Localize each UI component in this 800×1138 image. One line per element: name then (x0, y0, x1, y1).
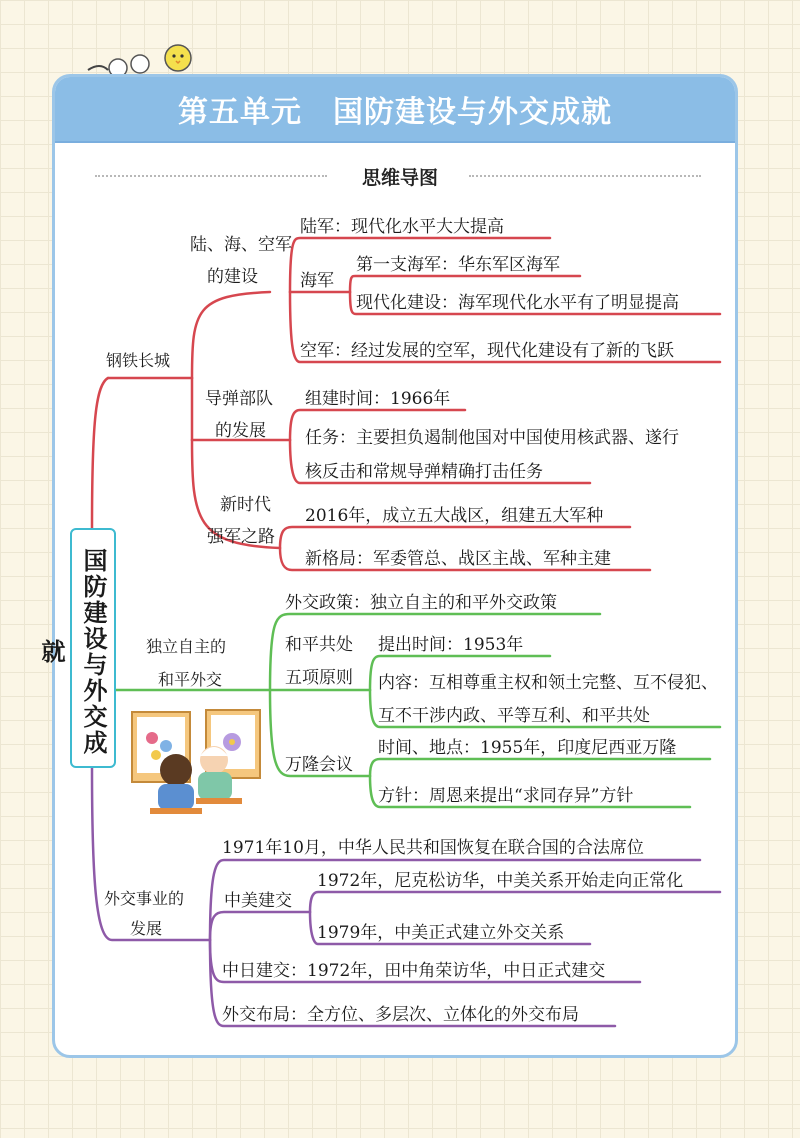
branch3-label-2: 发展 (130, 919, 163, 938)
navy-item-1: 第一支海军：华东军区海军 (356, 255, 560, 275)
missile-time: 组建时间：1966年 (305, 389, 451, 409)
unit-title: 第五单元 国防建设与外交成就 (178, 95, 612, 130)
sino-us-label: 中美建交 (224, 891, 292, 911)
navy-label: 海军 (300, 271, 334, 291)
sub3-label-1: 新时代 (220, 495, 271, 515)
sub2-label-2: 的发展 (215, 421, 266, 441)
sub2-label-1: 导弹部队 (205, 389, 273, 409)
branch2-label-2: 和平外交 (158, 670, 223, 689)
center-node-label: 国防建设与外交成就 (37, 548, 107, 756)
mind-map-subtitle: 思维导图 (361, 167, 438, 189)
bandung-guideline: 方针：周恩来提出“求同存异”方针 (378, 786, 634, 806)
five-principles-content-1: 内容：互相尊重主权和领土完整、互不侵犯、 (378, 673, 718, 693)
kids-painting-illustration (132, 710, 260, 814)
airforce-node: 空军：经过发展的空军，现代化建设有了新的飞跃 (300, 341, 674, 361)
bandung-time: 时间、地点：1955年，印度尼西亚万隆 (378, 738, 677, 758)
branch2-label-1: 独立自主的 (146, 637, 227, 656)
sino-japan-node: 中日建交：1972年，田中角荣访华，中日正式建交 (222, 961, 606, 981)
new-era-item-2: 新格局：军委管总、战区主战、军种主建 (305, 549, 611, 569)
bandung-label: 万隆会议 (285, 755, 353, 775)
navy-item-2: 现代化建设：海军现代化水平有了明显提高 (356, 293, 679, 313)
un-seat-node: 1971年10月，中华人民共和国恢复在联合国的合法席位 (222, 838, 644, 858)
sino-us-item-2: 1979年，中美正式建立外交关系 (317, 923, 565, 943)
army-node: 陆军：现代化水平大大提高 (300, 217, 504, 237)
center-node (37, 528, 116, 768)
sub1-label-2: 的建设 (207, 267, 258, 287)
missile-task-2: 核反击和常规导弹精确打击任务 (305, 462, 543, 482)
branch3-label-1: 外交事业的 (104, 889, 185, 908)
five-principles-label-1: 和平共处 (285, 635, 353, 655)
branch1-label: 钢铁长城 (106, 351, 171, 370)
five-principles-content-2: 互不干涉内政、平等互利、和平共处 (378, 706, 650, 726)
five-principles-label-2: 五项原则 (285, 668, 353, 688)
sub3-label-2: 强军之路 (207, 527, 275, 547)
diplomatic-layout-node: 外交布局：全方位、多层次、立体化的外交布局 (222, 1005, 579, 1025)
policy-node: 外交政策：独立自主的和平外交政策 (285, 593, 557, 613)
new-era-item-1: 2016年，成立五大战区，组建五大军种 (305, 506, 604, 526)
five-principles-time: 提出时间：1953年 (378, 635, 524, 655)
sino-us-item-1: 1972年，尼克松访华，中美关系开始走向正常化 (317, 871, 684, 891)
sub1-label-1: 陆、海、空军 (190, 235, 292, 255)
missile-task-1: 任务：主要担负遏制他国对中国使用核武器、遂行 (305, 428, 679, 448)
